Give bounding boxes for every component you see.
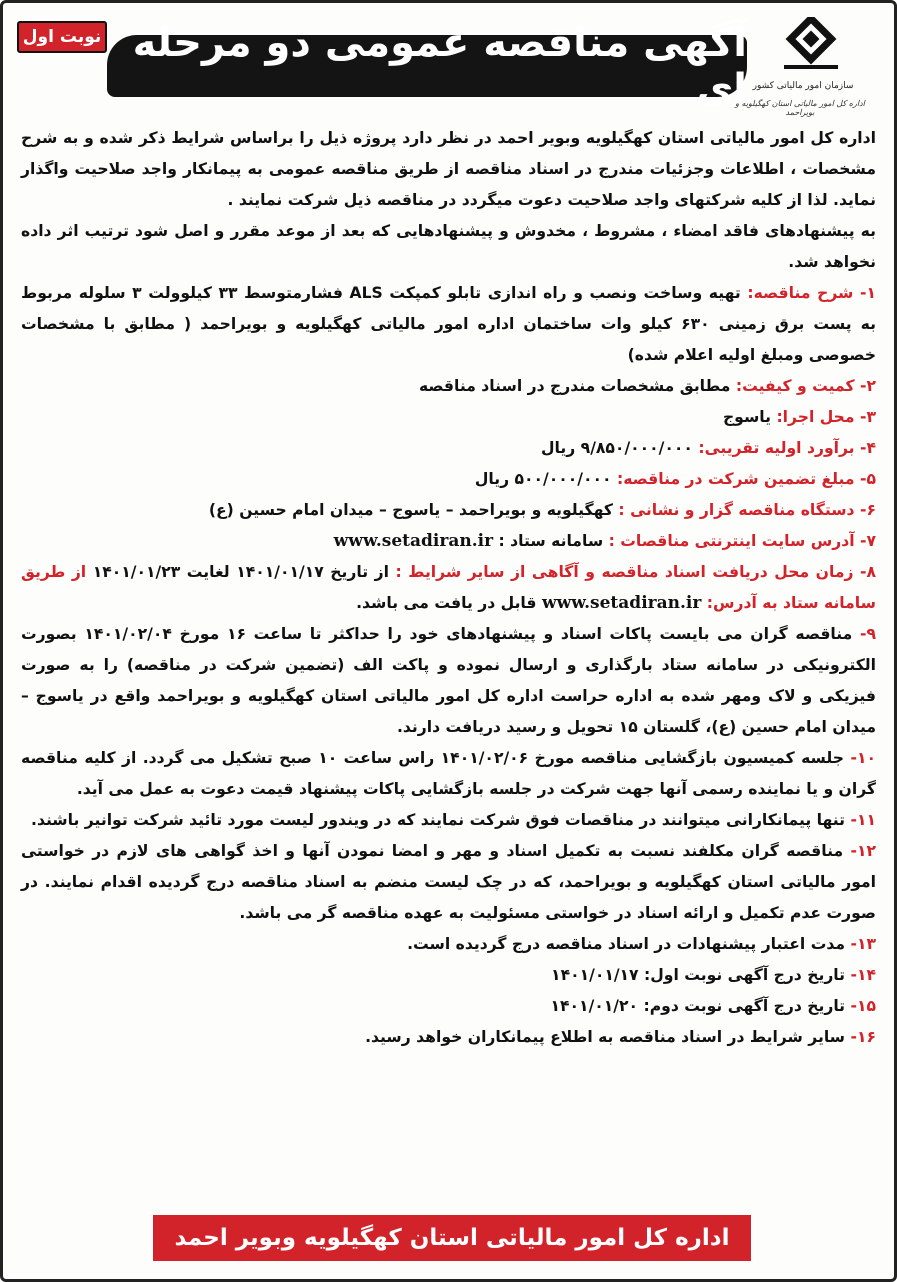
item-label: دستگاه مناقصه گزار و نشانی : <box>618 501 855 519</box>
item-text: قابل در یافت می باشد. <box>356 594 537 612</box>
item-text: سامانه ستاد : <box>498 532 604 550</box>
item-label: آدرس سایت اینترنتی مناقصات : <box>608 532 855 550</box>
intro-paragraph: اداره کل امور مالیاتی استان کهگیلویه وبویر احمد در نظر دارد پروژه ذیل را براساس شرایط ذکر شده و به شرح مشخصات ، اطلاعات وجزئیات مندرج در اسناد مناقصه از طریق مناقصه عمومی به پیمانکار واجد صلاحیت واگذار نماید. لذا از کلیه شرکتهای واجد صلاحیت دعوت میگردد در مناقصه ذیل شرکت نمایند . <box>21 129 876 209</box>
item-number: ۱۵- <box>850 997 876 1015</box>
logo-subcaption: اداره کل امور مالیاتی استان کهگیلویه و بویراحمد <box>735 99 865 117</box>
item-label: مبلغ تضمین شرکت در مناقصه: <box>616 470 855 488</box>
website-link[interactable]: www.setadiran.ir <box>541 593 702 613</box>
list-item <box>21 929 876 960</box>
website-link[interactable]: www.setadiran.ir <box>333 531 494 551</box>
list-item <box>21 371 876 402</box>
page-title: آگهی مناقصه عمومی دو مرحله ای <box>132 20 747 112</box>
turn-badge-label: نوبت اول <box>22 27 102 47</box>
list-item <box>21 557 876 619</box>
item-number: ۵- <box>859 470 876 488</box>
item-text: جلسه کمیسیون بازگشایی مناقصه مورخ ۱۴۰۱/۰۲/۰۶ راس ساعت ۱۰ صبح تشکیل می گردد. از کلیه مناقصه گران و یا نماینده رسمی آنها جهت شرکت در جلسه بازگشایی پاکات پیشنهاد قیمت دعوت به عمل می آید. <box>21 749 876 798</box>
item-text: تنها پیمانکارانی میتوانند در مناقصات فوق شرکت نمایند که در ویندور لیست مورد تائید شرکت توانیر باشند. <box>31 811 846 829</box>
intro-paragraph: به پیشنهادهای فاقد امضاء ، مشروط ، مخدوش و پیشنهادهایی که بعد از موعد مقرر و اصل شود ترتیب اثر داده نخواهد شد. <box>21 222 876 271</box>
header <box>11 11 886 121</box>
item-label: محل اجرا: <box>776 408 855 426</box>
item-text: ۹/۸۵۰/۰۰۰/۰۰۰ ریال <box>541 439 693 457</box>
item-number: ۹- <box>860 625 877 643</box>
item-number: ۱۱- <box>850 811 876 829</box>
item-number: ۱۴- <box>850 966 876 984</box>
item-text: مناقصه گران مکلفند نسبت به تکمیل اسناد و مهر و امضا نمودن آنها و اخذ گواهی های لازم در خواستی امور مالیاتی استان کهگیلویه و بویراحمد، که در چک لیست منضم به اسناد مناقصه درج گردیده اقدام نمایند. در صورت عدم تکمیل و ارائه اسناد در خواستی مسئولیت به عهده مناقصه گر می باشد. <box>21 842 876 922</box>
item-number: ۷- <box>859 532 876 550</box>
list-item <box>21 805 876 836</box>
footer-banner <box>153 1215 751 1261</box>
item-number: ۲- <box>859 377 876 395</box>
item-number: ۱۳- <box>850 935 876 953</box>
item-text: تاریخ درج آگهی نوبت اول: ۱۴۰۱/۰۱/۱۷ <box>551 966 846 984</box>
item-number: ۸- <box>860 563 877 581</box>
footer-text: اداره کل امور مالیاتی استان کهگیلویه وبویر احمد <box>174 1225 730 1251</box>
item-text: مطابق مشخصات مندرج در اسناد مناقصه <box>418 377 731 395</box>
item-label: از طریق سامانه ستاد به آدرس: <box>21 563 876 612</box>
item-number: ۱۰- <box>850 749 876 767</box>
list-item <box>21 464 876 495</box>
item-text: یاسوج <box>722 408 771 426</box>
item-number: ۱- <box>859 284 876 302</box>
item-text: از تاریخ ۱۴۰۱/۰۱/۱۷ لغایت ۱۴۰۱/۰۱/۲۳ <box>92 563 389 581</box>
list-item <box>21 433 876 464</box>
item-text: ۵۰۰/۰۰۰/۰۰۰ ریال <box>474 470 612 488</box>
item-text: تاریخ درج آگهی نوبت دوم: ۱۴۰۱/۰۱/۲۰ <box>550 997 846 1015</box>
list-item <box>21 836 876 929</box>
notice-body <box>21 123 876 1053</box>
list-item <box>21 278 876 371</box>
organization-logo-icon <box>776 17 846 79</box>
list-item <box>21 402 876 433</box>
item-text: تهیه وساخت ونصب و راه اندازی تابلو کمپکت ALS فشارمتوسط ۳۳ کیلوولت ۳ سلوله مربوط به پست برق زمینی ۶۳۰ کیلو وات ساختمان اداره امور مالیاتی کهگیلویه و بویراحمد ( مطابق با مشخصات خصوصی ومبلغ اولیه اعلام شده) <box>21 284 876 364</box>
item-label: شرح مناقصه: <box>747 284 854 302</box>
turn-badge <box>17 21 107 53</box>
item-text: کهگیلویه و بویراحمد – یاسوج – میدان امام حسین (ع) <box>208 501 613 519</box>
title-banner <box>107 20 747 112</box>
item-text: سایر شرایط در اسناد مناقصه به اطلاع پیمانکاران خواهد رسید. <box>365 1028 846 1046</box>
list-item <box>21 1022 876 1053</box>
list-item <box>21 743 876 805</box>
item-number: ۳- <box>859 408 876 426</box>
item-text: مدت اعتبار پیشنهادات در اسناد مناقصه درج گردیده است. <box>407 935 846 953</box>
item-label: زمان محل دریافت اسناد مناقصه و آگاهی از سایر شرایط : <box>395 563 854 581</box>
list-item <box>21 495 876 526</box>
logo-caption: سازمان امور مالیاتی کشور <box>752 81 854 91</box>
item-number: ۱۶- <box>850 1028 876 1046</box>
item-number: ۱۲- <box>850 842 876 860</box>
list-item <box>21 960 876 991</box>
list-item <box>21 526 876 557</box>
item-number: ۴- <box>859 439 876 457</box>
item-label: برآورد اولیه تقریبی: <box>698 439 855 457</box>
item-label: کمیت و کیفیت: <box>735 377 855 395</box>
list-item <box>21 619 876 743</box>
list-item <box>21 991 876 1022</box>
item-number: ۶- <box>859 501 876 519</box>
item-text: مناقصه گران می بایست پاکات اسناد و پیشنهادهای خود را حداکثر تا ساعت ۱۶ مورخ ۱۴۰۱/۰۲/۰۴ بصورت الکترونیکی در سامانه ستاد بارگذاری و ارسال نموده و پاکت الف (تضمین شرکت در مناقصه) را به صورت فیزیکی و لاک ومهر شده به اداره حراست اداره کل امور مالیاتی استان کهگیلویه و بویراحمد واقع در یاسوج – میدان امام حسین (ع)، گلستان ۱۵ تحویل و رسید دریافت دارند. <box>21 625 876 736</box>
